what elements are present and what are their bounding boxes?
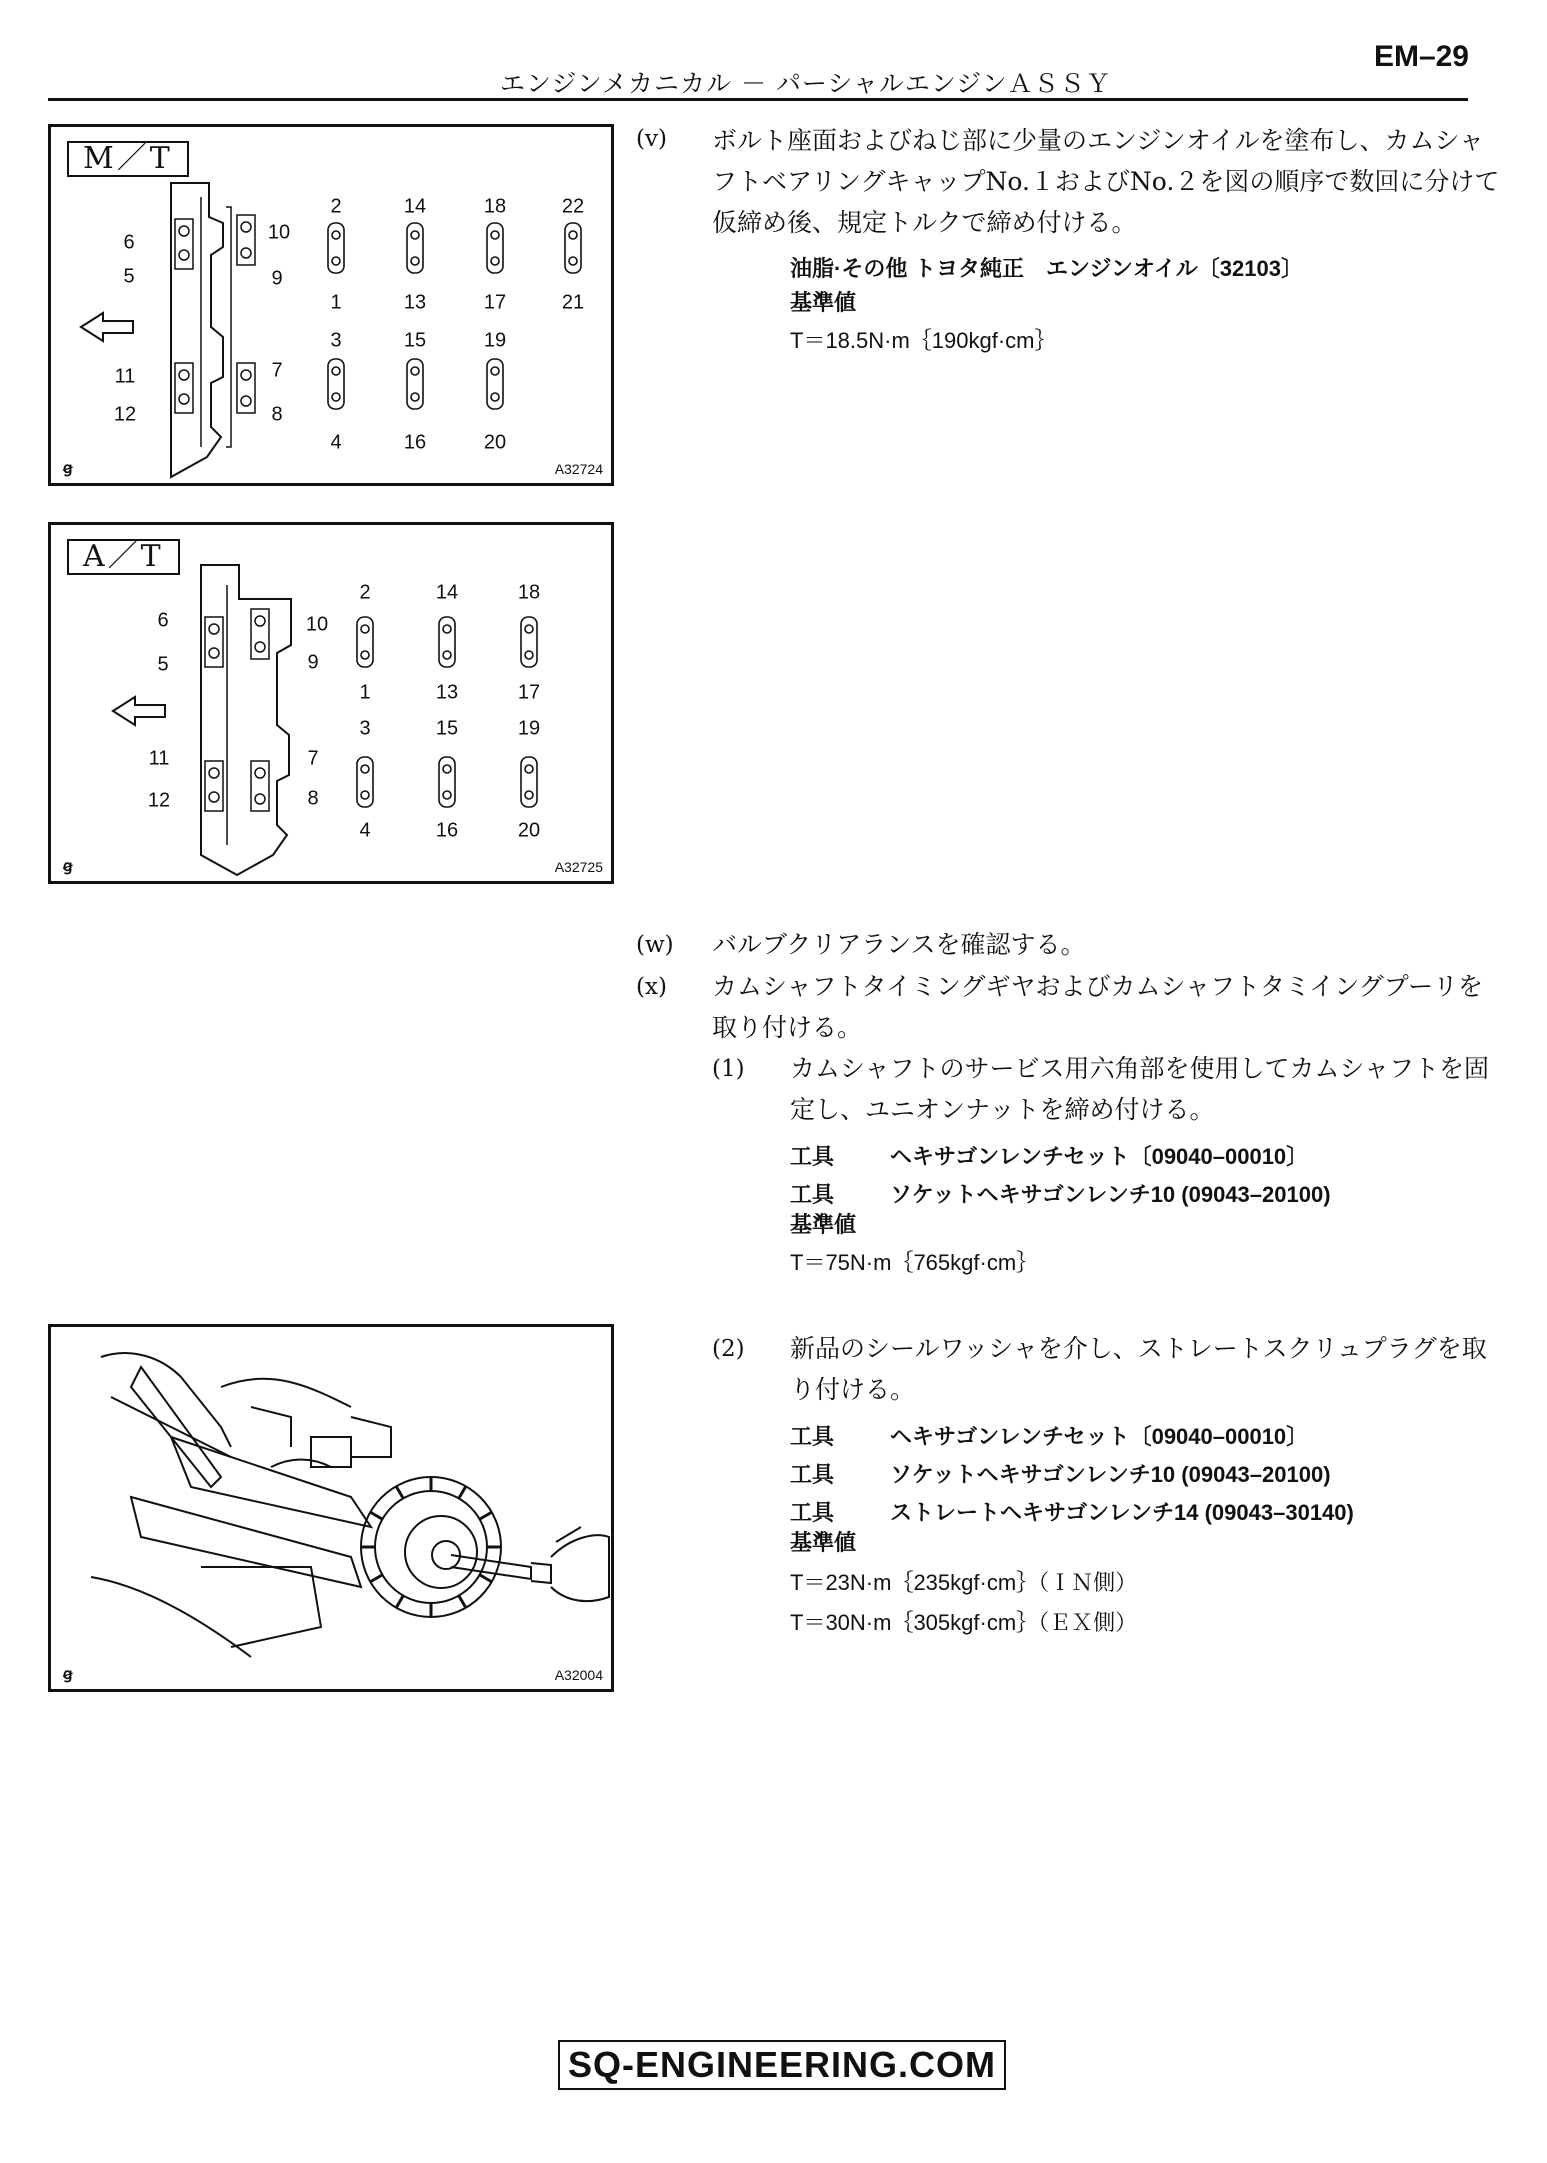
torque-value-in: T＝23N·m｛235kgf·cm｝（ＩＮ側） [790,1570,1138,1595]
bolt-number: 2 [330,195,342,218]
figure-mark: ꞡ [63,459,73,477]
bolt-number: 7 [307,747,319,770]
torque-value: T＝18.5N·m｛190kgf·cm｝ [790,328,1057,353]
tool-row [790,1420,1308,1451]
tool-row [790,1496,1354,1527]
tool-row [790,1178,1331,1209]
figure-id: A32725 [554,859,603,875]
bolt-number: 20 [483,431,507,454]
bolt-number: 9 [271,267,283,290]
bolt-number: 22 [561,195,585,218]
section-title: エンジンメカニカル － パーシャルエンジンＡＳＳＹ [500,69,1112,98]
bolt-number: 17 [517,681,541,704]
torque-value: T＝75N·m｛765kgf·cm｝ [790,1250,1039,1275]
tool-value: ストレートヘキサゴンレンチ14 (09043–30140) [890,1500,1354,1525]
bolt-number: 14 [435,581,459,604]
step-v-line: フトベアリングキャップNo.１およびNo.２を図の順序で数回に分けて [712,167,1500,196]
bolt-number: 21 [561,291,585,314]
tool-value: ヘキサゴンレンチセット〔09040–00010〕 [890,1144,1309,1169]
bolt-number: 18 [517,581,541,604]
figure-mark: ꞡ [63,857,73,875]
bolt-number: 5 [123,265,135,288]
bolt-number: 6 [157,609,169,632]
bolt-number: 5 [157,653,169,676]
bolt-number: 1 [359,681,371,704]
step-v-line: 仮締め後、規定トルクで締め付ける。 [712,208,1137,237]
bolt-number: 7 [271,359,283,382]
bolt-number: 1 [330,291,342,314]
tool-label: 工具 [790,1424,835,1449]
bolt-number: 15 [403,329,427,352]
grease-label: 油脂·その他 [790,256,908,281]
tool-row [790,1140,1308,1171]
bolt-number: 19 [483,329,507,352]
bolt-number: 16 [403,431,427,454]
bolt-number: 10 [267,221,291,244]
bolt-number: 14 [403,195,427,218]
bolt-number: 11 [114,365,136,388]
grease-spec [790,252,1303,283]
footer-watermark: SQ-ENGINEERING.COM [558,2040,1006,2090]
figure-mt [48,124,614,486]
figure-label: M／T [67,141,189,177]
camshaft-gear-line-art [51,1327,611,1689]
tool-label: 工具 [790,1144,835,1169]
torque-value-ex: T＝30N·m｛305kgf·cm｝（ＥＸ側） [790,1610,1138,1635]
substep-marker: (1) [712,1056,745,1082]
tool-label: 工具 [790,1182,835,1207]
bolt-number: 15 [435,717,459,740]
bolt-number: 17 [483,291,507,314]
step-marker: (w) [636,932,674,958]
spec-label: 基準値 [790,290,857,315]
tool-label: 工具 [790,1462,835,1487]
substep-1-line: カムシャフトのサービス用六角部を使用してカムシャフトを固 [790,1054,1490,1083]
figure-id: A32004 [554,1667,603,1683]
substep-1-line: 定し、ユニオンナットを締め付ける。 [790,1095,1215,1124]
bolt-number: 12 [113,403,137,426]
substep-2-line: 新品のシールワッシャを介し、ストレートスクリュプラグを取 [790,1334,1487,1363]
bolt-number: 19 [517,717,541,740]
bolt-number: 4 [359,819,371,842]
grease-value: トヨタ純正 エンジンオイル〔32103〕 [914,256,1303,281]
bolt-number: 3 [359,717,371,740]
bolt-number: 20 [517,819,541,842]
bolt-number: 3 [330,329,342,352]
bolt-number: 10 [305,613,329,636]
tool-value: ソケットヘキサゴンレンチ10 (09043–20100) [890,1182,1331,1207]
bolt-number: 6 [123,231,135,254]
figure-label: A／T [67,539,180,575]
figure-mark: ꞡ [63,1665,73,1683]
step-marker: (x) [636,974,667,1000]
spec-label: 基準値 [790,1212,857,1237]
header-rule [48,98,1468,101]
bolt-number: 8 [307,787,319,810]
figure-at [48,522,614,884]
tool-value: ソケットヘキサゴンレンチ10 (09043–20100) [890,1462,1331,1487]
step-x-line: カムシャフトタイミングギヤおよびカムシャフトタミイングプーリを [712,972,1484,1001]
bolt-number: 8 [271,403,283,426]
tool-value: ヘキサゴンレンチセット〔09040–00010〕 [890,1424,1309,1449]
spec-label: 基準値 [790,1530,857,1555]
bolt-number: 13 [435,681,459,704]
figure-id: A32724 [554,461,603,477]
substep-marker: (2) [712,1336,745,1362]
substep-2-line: り付ける。 [790,1375,916,1404]
bolt-number: 11 [148,747,170,770]
bolt-number: 13 [403,291,427,314]
step-x-line: 取り付ける。 [712,1013,863,1042]
bolt-number: 4 [330,431,342,454]
bolt-number: 2 [359,581,371,604]
step-v-line: ボルト座面およびねじ部に少量のエンジンオイルを塗布し、カムシャ [712,126,1485,155]
step-w-text: バルブクリアランスを確認する。 [712,930,1086,959]
bolt-number: 9 [307,651,319,674]
bolt-number: 18 [483,195,507,218]
tool-label: 工具 [790,1500,835,1525]
page-number: EM–29 [1373,40,1469,73]
bolt-number: 12 [147,789,171,812]
figure-camshaft-gear-illustration [48,1324,614,1692]
tool-row [790,1458,1331,1489]
bolt-number: 16 [435,819,459,842]
step-marker: (v) [636,126,667,152]
